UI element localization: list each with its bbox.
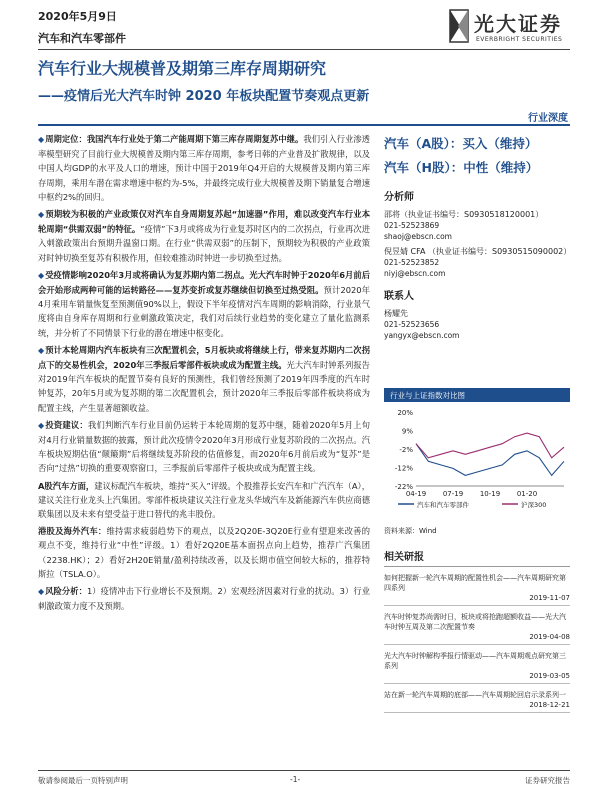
performance-chart (384, 388, 570, 540)
body-paragraph: 港股及海外汽车：维持需求疲弱趋势下的观点，以及2Q20E-3Q20E行业有望迎来改善的观点不变，维持行业“中性”评级。1）看好2Q20E基本面拐点向上趋势，推荐广汽集团（2238.HK）；2）看好2H20E销量/盈利持续改善，以及长期市值空间较大标的，推荐特斯拉（TSLA.O）。 (38, 526, 370, 579)
rating-h-share: 汽车（H股）：中性（维持） (384, 160, 539, 175)
y-tick-label: -22% (394, 483, 413, 491)
report-date: 2020年5月9日 (38, 10, 117, 23)
report-body (38, 132, 370, 617)
x-tick-label: 10-19 (479, 490, 501, 498)
related-report-date: 2019-11-07 (529, 594, 570, 602)
diamond-bullet-icon: ◆ (38, 587, 45, 597)
footer-label: 证券研究报告 (525, 776, 570, 785)
related-report-item[interactable] (384, 573, 570, 606)
analyst-email[interactable]: niyj@ebscn.com (384, 269, 446, 278)
diamond-bullet-icon: ◆ (38, 210, 45, 220)
diamond-bullet-icon: ◆ (38, 270, 45, 280)
analyst-email[interactable]: shaoj@ebscn.com (384, 232, 452, 241)
body-paragraph: A股汽车方面，建议标配汽车板块，维持“买入”评级。个股推荐长安汽车和广汽汽车（A），建议关注行业龙头上汽集团。零部件板块建议关注行业龙头华域汽车及新能源汽车供应商德联集团以及未来有望受益于进口替代的兆丰股份。 (38, 480, 370, 520)
chart-source: 资料来源：Wind (384, 527, 437, 535)
header-rule (38, 49, 570, 50)
diamond-bullet-icon: ◆ (38, 135, 45, 144)
related-heading: 相关研报 (384, 548, 570, 567)
report-subtitle: ——疫情后光大汽车时钟 2020 年板块配置节奏观点更新 (38, 89, 370, 104)
diamond-bullet-icon: ◆ (38, 420, 45, 430)
report-type-tag: 行业深度 (528, 113, 568, 124)
series-line (416, 433, 564, 458)
y-tick-label: 9% (401, 427, 413, 436)
related-report-title: 如何把握新一轮汽车周期的配置性机会——汽车周期研究第四系列 (384, 574, 566, 592)
contact-email[interactable]: yangyx@ebscn.com (384, 331, 460, 340)
contact-phone: 021-52523656 (384, 320, 440, 329)
analyst-name: 倪昱婧 CFA （执业证书编号：S0930515090002） (384, 247, 572, 256)
sidebar (384, 132, 570, 341)
page-number: -1- (290, 775, 301, 784)
legend-label: 沪深300 (521, 501, 547, 509)
series-line (416, 444, 564, 476)
related-report-title: 站在新一轮汽车周期的底部——汽车周期轮回启示录系列一 (384, 691, 566, 699)
body-paragraph: ◆周期定位：我国汽车行业处于第二产能周期下第三库存周期复苏中继。我们引入行业渗透率模型研究了目前行业大规模普及期内第三库存周期，参考日韩的产业普及扩散规律，以及中国人均GDP的水平及人口的增速，预计中国于2019年Q4开启的大规模普及期内第三库存周期，乘用车潜在需求增速中枢约为-5%，并最终完成行业大规模普及期下销量复合增速中枢约2%的回归。 (38, 134, 370, 202)
logo-text: 光大证券 (474, 12, 562, 36)
contact-name: 杨耀先 (384, 309, 408, 318)
footer-disclaimer[interactable]: 敬请参阅最后一页特别声明 (38, 776, 128, 785)
sector-label: 汽车和汽车零部件 (38, 32, 126, 45)
related-report-date: 2019-04-08 (529, 633, 570, 641)
related-report-date: 2019-03-05 (529, 672, 570, 680)
body-paragraph: ◆预计本轮周期内汽车板块有三次配置机会，5月板块或将继续上行，带来复苏期内二次拐点下的交易性机会，2020年三季报后零部件板块或成为配置主线。光大汽车时钟系列报告对2019年汽车板块的配置节奏有良好的预测性，我们曾经预测了2019年四季度的汽车时钟复苏，20年5月或为复苏期的第二次配置机会，预计2020年三季报后零部件板块将成为配置主线，产生显著超额收益。 (38, 344, 370, 413)
related-report-title: 光大汽车时钟解构季报行情驱动——汽车周期观点研究第三系列 (384, 652, 566, 670)
analyst-card (384, 246, 570, 279)
related-report-item[interactable] (384, 612, 570, 645)
x-tick-label: 01-20 (516, 490, 538, 498)
logo-mark-icon (448, 8, 470, 44)
body-paragraph: ◆受疫情影响2020年3月或将确认为复苏期内第二拐点。光大汽车时钟于2020年6月前后会开始形成两种可能的运转路径——复苏变折或复苏继续但切换至过热受阻。预计2020年4月乘用车销量恢复至预测值90%以上，假设下半年疫情对汽车周期的影响消除，行业景气度将由自身库存周期和行业刺激政策决定，我们对后续行业趋势的变化建立了量化监测系统，并分析了不同情景下行业的潜在增速中枢变化。 (38, 269, 371, 338)
legend-label: 汽车和汽车零部件 (417, 501, 469, 509)
y-tick-label: -12% (394, 464, 413, 473)
chart-title: 行业与上证指数对比图 (384, 388, 570, 402)
chart-plot (384, 404, 570, 516)
footer-rule (38, 770, 570, 771)
contact-card (384, 308, 570, 341)
analyst-phone: 021-52523852 (384, 258, 440, 267)
x-tick-label: 07-19 (442, 490, 464, 498)
y-tick-label: 20% (397, 409, 413, 417)
related-report-item[interactable] (384, 690, 570, 713)
body-paragraph: ◆投资建议：我们判断汽车行业目前仍运转于本轮周期的复苏中继，随着2020年5月上旬对4月行业销量数据的披露，预计此次疫情令2020年3月形成行业复苏阶段的二次拐点。汽车板块短期估值“颠簸期”后将继续复苏阶段的估值修复，而2020年6月前后或为“复苏”是否向“过热”切换的重要观察窗口，三季报前后零部件子板块或成为配置主线。 (38, 419, 370, 474)
related-report-item[interactable] (384, 651, 570, 684)
title-rule (38, 124, 570, 126)
analyst-card (384, 209, 570, 242)
body-paragraph: ◆风险分析：1）疫情冲击下行业增长不及预期。2）宏观经济因素对行业的扰动。3）行业刺激政策力度不及预期。 (38, 586, 370, 612)
brand-logo (448, 6, 568, 50)
analysts-heading: 分析师 (384, 192, 414, 203)
related-report-title: 汽车时钟复苏尚需时日，板块或将抢跑超额收益——光大汽车时钟互周及第二次配置节奏 (384, 613, 566, 631)
x-tick-label: 04-19 (405, 490, 427, 498)
body-paragraph: ◆预期较为积极的产业政策仅对汽车自身周期复苏起“加速器”作用，难以改变汽车行业本轮周期“供需双弱”的特征。“疫情”下3月或将成为行业复苏时区内的二次拐点，行业再次进入刺激政策出台预期升温窗口期。在行业“供需双弱”的压制下，预期较为积极的产业政策对时钟切换至复苏有积极作用，但较难推动时钟进一步切换至过热。 (38, 209, 370, 263)
related-report-date: 2018-12-21 (529, 701, 570, 709)
diamond-bullet-icon: ◆ (38, 345, 45, 355)
rating-a-share: 汽车（A股）：买入（维持） (384, 136, 538, 151)
related-reports (384, 548, 570, 713)
analyst-name: 邵将（执业证书编号：S0930518120001） (384, 210, 544, 219)
analyst-phone: 021-52523869 (384, 221, 440, 230)
y-tick-label: -2% (399, 446, 413, 454)
contact-heading: 联系人 (384, 291, 414, 302)
report-title: 汽车行业大规模普及期第三库存周期研究 (38, 59, 327, 78)
logo-english: EVERBRIGHT SECURITIES (476, 36, 563, 43)
